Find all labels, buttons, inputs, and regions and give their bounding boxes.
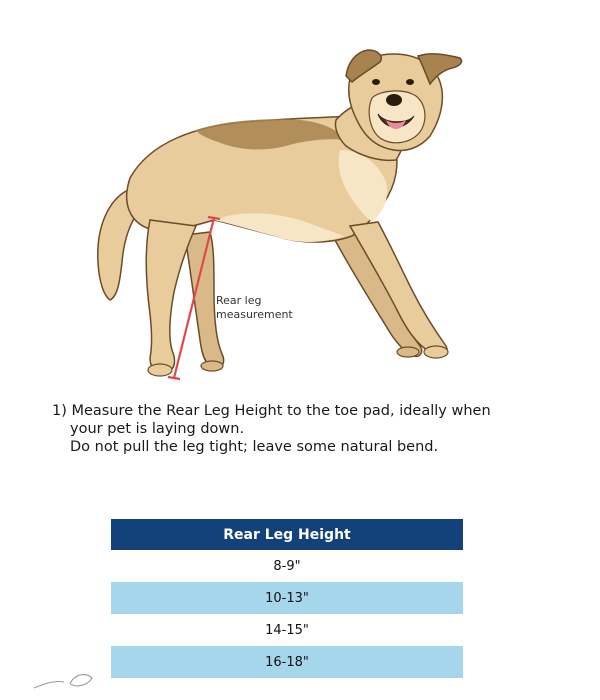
dog-nose [386,94,402,106]
rear-leg-measurement-label [216,294,293,322]
instruction-line-3: Do not pull the leg tight; leave some natural bend. [70,439,439,455]
dog-right-eye [406,79,414,85]
table-row: 14-15" [265,622,309,638]
dog-far-front-paw [397,347,419,357]
dog-far-hind-paw [201,361,223,371]
instruction-line-1: 1) Measure the Rear Leg Height to the toe pad, ideally when [52,403,491,419]
dog-near-hind-paw [148,364,172,376]
table-row: 10-13" [111,582,463,614]
instruction-line-2: your pet is laying down. [70,421,245,437]
measurement-instructions [52,402,572,456]
table-header: Rear Leg Height [111,519,463,550]
dog-left-eye [372,79,380,85]
table-row: 16-18" [111,646,463,678]
rear-leg-height-table [111,519,463,678]
dog-near-front-paw [424,346,448,358]
callout-label-line1: Rear leg [216,294,262,307]
corner-sketch-icon [30,668,100,692]
table-row: 8-9" [273,558,301,574]
rear-leg-measure-cap-bottom [168,377,180,379]
dog-near-hind-leg [146,220,196,372]
callout-label-line2: measurement [216,308,293,321]
